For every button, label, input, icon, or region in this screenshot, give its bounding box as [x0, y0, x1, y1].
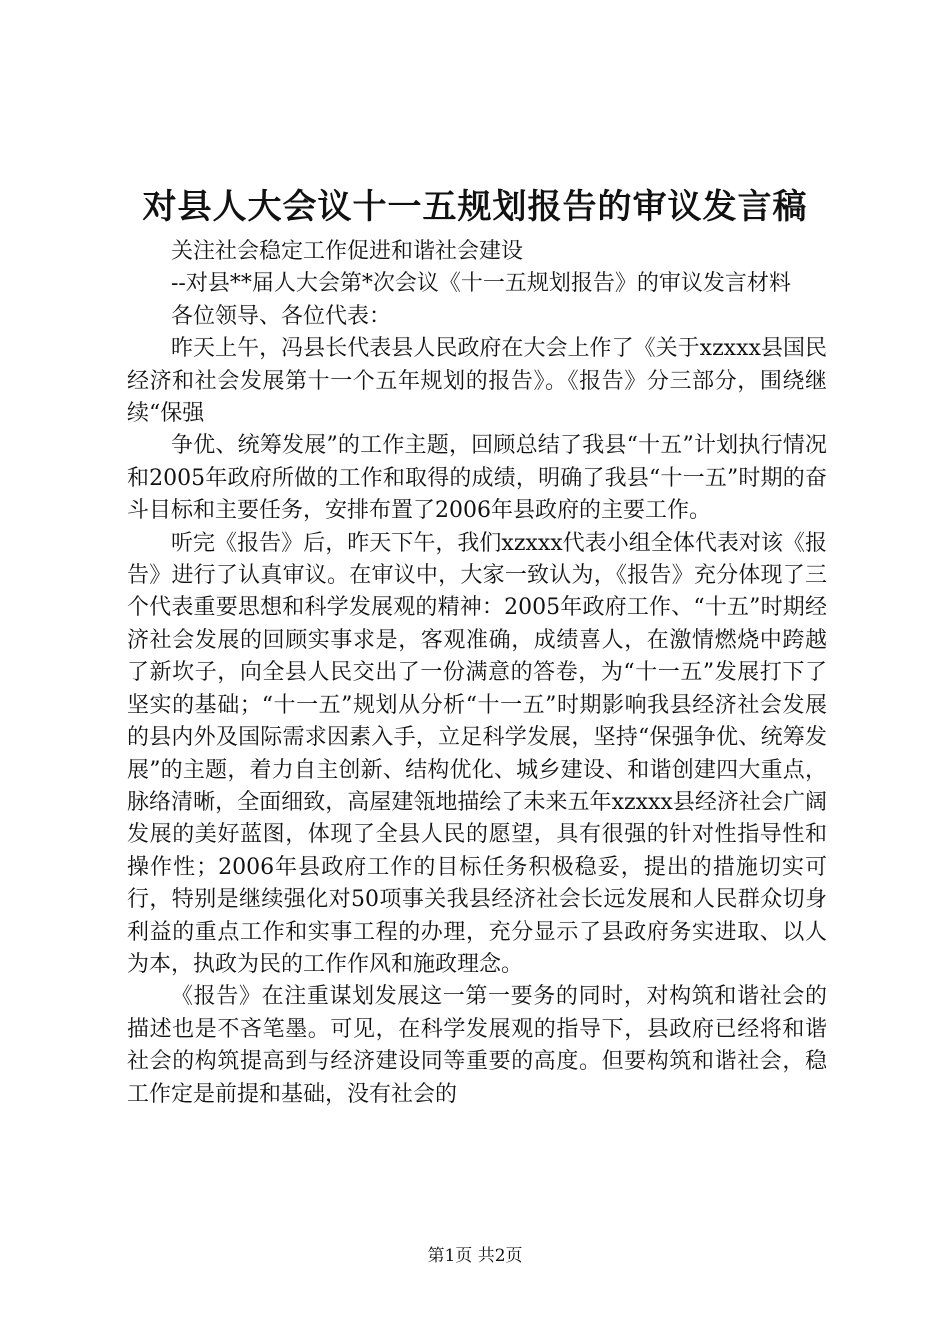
body-paragraph: 《报告》在注重谋划发展这一第一要务的同时，对构筑和谐社会的描述也是不吝笔墨。可见，在科学发展观的指导下，县政府已经将和谐社会的构筑提高到与经济建设同等重要的高度。但要构筑和谐社会，稳工作定是前提和基础，没有社会的: [127, 984, 827, 1107]
subtitle-paragraph: 关注社会稳定工作促进和谐社会建设: [171, 239, 524, 264]
body-paragraph: 争优、统筹发展”的工作主题，回顾总结了我县“十五”计划执行情况和2005年政府所做的工作和取得的成绩，明确了我县“十一五”时期的奋斗目标和主要任务，安排布置了2006年县政府的主要工作。: [127, 433, 827, 524]
document-title: 对县人大会议十一五规划报告的审议发言稿: [142, 187, 808, 227]
subtitle-note-paragraph: --对县**届人大会第*次会议《十一五规划报告》的审议发言材料: [171, 271, 791, 297]
salutation-paragraph: 各位领导、各位代表：: [171, 303, 392, 329]
page-footer: 第1页 共2页: [427, 1246, 523, 1266]
body-paragraph: 昨天上午，冯县长代表县人民政府在大会上作了《关于xzxxx县国民经济和社会发展第十一个五年规划的报告》。《报告》分三部分，围绕继续“保强: [127, 336, 827, 427]
body-paragraph: 听完《报告》后，昨天下午，我们xzxxx代表小组全体代表对该《报告》进行了认真审议。在审议中，大家一致认为，《报告》充分体现了三个代表重要思想和科学发展观的精神：2005年政府工作、“十五”时期经济社会发展的回顾实事求是，客观准确，成绩喜人，在激情燃烧中跨越了新坎子，向全县人民交出了一份满意的答卷，为“十一五”发展打下了坚实的基础；“十一五”规划从分析“十一五”时期影响我县经济社会发展的县内外及国际需求因素入手，立足科学发展，坚持“保强争优、统筹发展”的主题，着力自主创新、结构优化、城乡建设、和谐创建四大重点，脉络清晰，全面细致，高屋建瓴地描绘了未来五年xzxxx县经济社会广阔发展的美好蓝图，体现了全县人民的愿望，具有很强的针对性指导性和操作性；2006年县政府工作的目标任务积极稳妥，提出的措施切实可行，特别是继续强化对50项事关我县经济社会长远发展和人民群众切身利益的重点工作和实事工程的办理，充分显示了县政府务实进取、以人为本，执政为民的工作作风和施政理念。: [127, 530, 827, 977]
document-body: [127, 236, 827, 1111]
